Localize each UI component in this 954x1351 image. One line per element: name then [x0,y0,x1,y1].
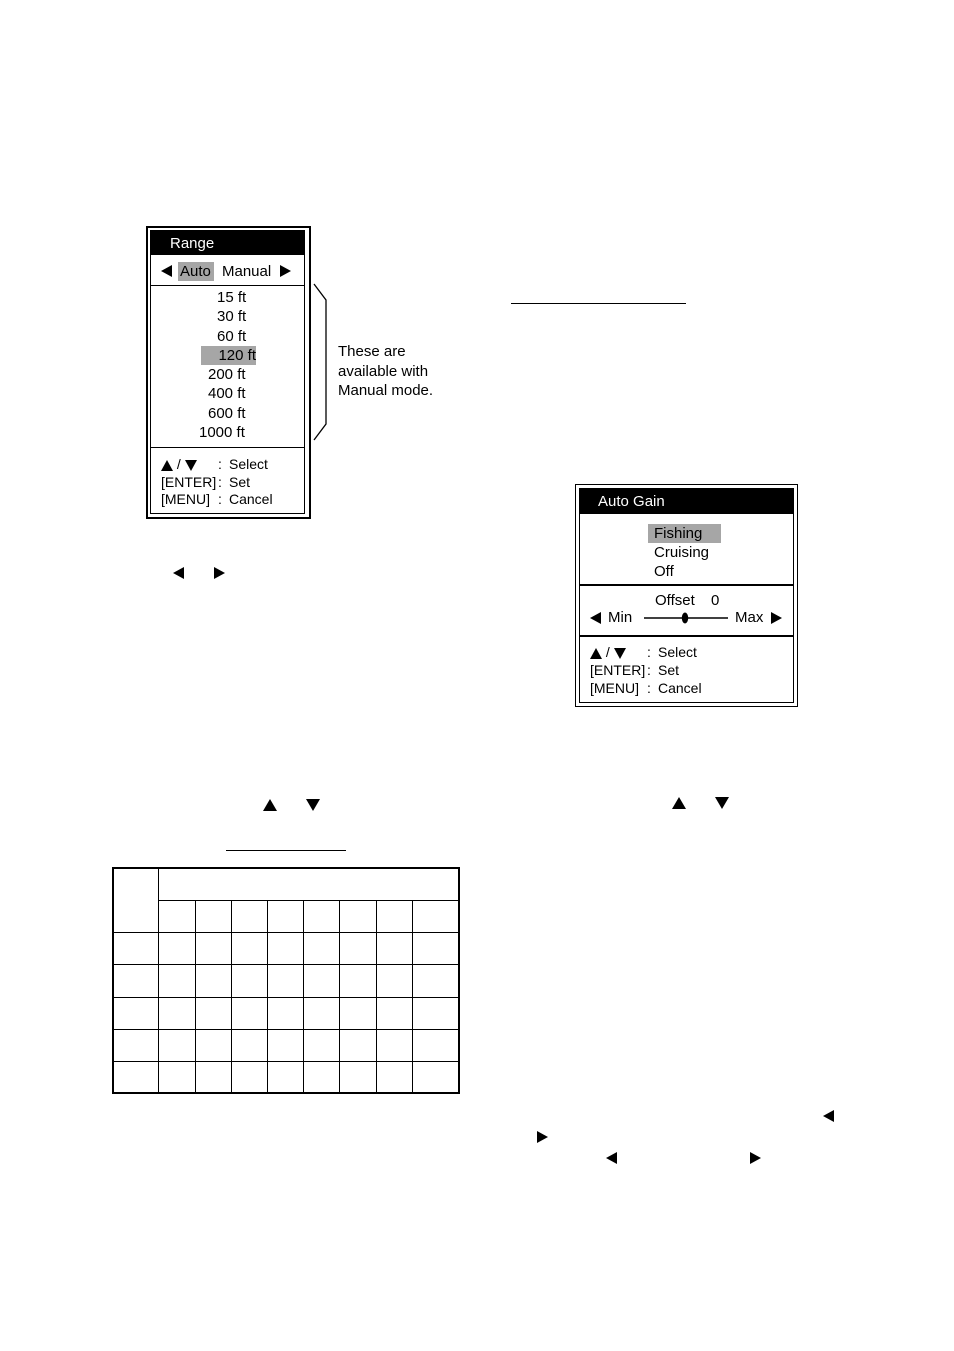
table-cell [412,933,459,965]
help-action: Set [658,662,680,678]
help-select-row [590,643,626,661]
table-subheader-cell [195,900,231,932]
table-cell [158,1062,195,1093]
range-item[interactable]: 400 ft [208,385,246,402]
help-sep: : [218,456,222,472]
left-arrow-icon [606,1149,617,1167]
table-cell [113,965,158,997]
table-cell [267,1029,303,1061]
table-cell [412,1029,459,1061]
table-cell [303,965,339,997]
table-cell [231,997,267,1029]
table-cell [303,1062,339,1093]
table-cell [376,965,412,997]
table-cell [195,1029,231,1061]
range-table [112,867,460,1094]
table-subheader-cell [158,900,195,932]
slider-min-label: Min [608,609,633,626]
table-cell [195,1062,231,1093]
table-cell [267,997,303,1029]
auto-gain-title-bar [580,489,793,514]
help-sep: : [647,662,651,678]
offset-label: Offset [655,592,695,609]
range-menu-window [146,226,311,519]
note-line: available with [338,362,429,380]
range-item[interactable]: 15 ft [217,289,247,306]
down-arrow-icon [614,648,626,659]
help-key: [ENTER] [161,474,217,490]
table-corner-cell [113,868,158,933]
table-cell [113,997,158,1029]
table-subheader-cell [376,900,412,932]
table-subheader-cell [412,900,459,932]
down-arrow-icon [306,796,320,814]
table-header-cell [158,868,459,900]
manual-mode-bracket [310,282,332,444]
slider-min-arrow-icon[interactable] [590,609,601,627]
mode-option-manual[interactable]: Manual [222,263,272,280]
table-row [113,997,459,1029]
help-action: Select [229,456,268,472]
gain-item-selected[interactable]: Fishing [648,524,721,543]
table-cell [339,965,376,997]
range-menu-divider-bottom [151,447,304,448]
table-cell [158,933,195,965]
help-action: Set [229,474,251,490]
table-cell [231,1062,267,1093]
slider-max-arrow-icon[interactable] [771,609,782,627]
range-item-selected[interactable]: 120 ft [201,346,256,365]
help-sep: : [218,474,222,490]
table-subheader-cell [267,900,303,932]
table-row [113,1062,459,1093]
table-cell [376,1062,412,1093]
table-cell [158,997,195,1029]
range-menu-title-bar [151,231,304,255]
note-line: These are [338,343,406,360]
table-cell [267,933,303,965]
up-arrow-icon [672,794,686,812]
table-cell [267,965,303,997]
auto-gain-divider-top [580,584,793,586]
slider-max-label: Max [735,609,764,626]
help-key: [MENU] [161,491,210,507]
range-item[interactable]: 600 ft [208,405,246,422]
table-subheader-cell [303,900,339,932]
help-action: Select [658,644,697,660]
table-cell [303,1029,339,1061]
table-cell [303,933,339,965]
table-row [113,933,459,965]
mode-option-auto[interactable]: Auto [178,262,214,281]
down-arrow-icon [185,460,197,471]
help-action: Cancel [229,491,273,507]
table-cell [231,965,267,997]
help-key: / [605,644,610,660]
range-item[interactable]: 1000 ft [199,424,245,441]
up-arrow-icon [590,648,602,659]
table-cell [376,933,412,965]
range-item[interactable]: 30 ft [217,308,247,325]
table-cell [303,997,339,1029]
table-cell [158,965,195,997]
auto-gain-title: Auto Gain [598,493,665,510]
table-cell [113,1029,158,1061]
left-arrow-icon [823,1107,834,1125]
mode-right-arrow-icon[interactable] [280,262,291,280]
slider-thumb [682,613,688,624]
right-arrow-icon [537,1128,548,1146]
table-cell [339,933,376,965]
heading-underline [511,303,686,304]
mode-left-arrow-icon[interactable] [161,262,172,280]
range-menu-divider-top [151,285,304,286]
table-cell [113,933,158,965]
table-caption-underline [226,850,346,851]
table-cell [376,1029,412,1061]
help-sep: : [647,644,651,660]
help-key: [ENTER] [590,662,646,678]
help-key: [MENU] [590,680,639,696]
down-arrow-icon [715,794,729,812]
table-subheader-cell [231,900,267,932]
up-arrow-icon [161,460,173,471]
note-line: Manual mode. [338,382,434,399]
right-arrow-icon [750,1149,761,1167]
table-cell [376,997,412,1029]
auto-gain-menu-window [575,484,798,707]
help-sep: : [218,491,222,507]
table-cell [231,1029,267,1061]
table-cell [339,1062,376,1093]
table-cell [113,1062,158,1093]
left-arrow-icon [173,564,184,582]
table-cell [412,965,459,997]
table-cell [412,1062,459,1093]
range-menu-panel [150,230,305,514]
help-sep: : [647,680,651,696]
auto-gain-menu-panel [579,488,794,703]
table-row [113,965,459,997]
table-row [113,1029,459,1061]
range-item[interactable]: 200 ft [208,366,246,383]
offset-value: 0 [711,592,720,609]
auto-gain-divider-bottom [580,635,793,637]
right-arrow-icon [214,564,225,582]
range-item[interactable]: 60 ft [217,328,247,345]
table-cell [339,997,376,1029]
table-subheader-cell [339,900,376,932]
manual-mode-note [338,342,433,401]
gain-item[interactable]: Cruising [654,544,710,561]
help-select-row [161,455,197,473]
table-cell [231,933,267,965]
table-cell [412,997,459,1029]
help-action: Cancel [658,680,702,696]
table-cell [267,1062,303,1093]
table-cell [195,965,231,997]
gain-item[interactable]: Off [654,563,674,580]
up-arrow-icon [263,796,277,814]
table-cell [195,997,231,1029]
help-key: / [176,456,181,472]
table-cell [158,1029,195,1061]
table-cell [339,1029,376,1061]
range-menu-title: Range [170,235,215,252]
table-cell [195,933,231,965]
offset-slider[interactable] [644,608,728,628]
